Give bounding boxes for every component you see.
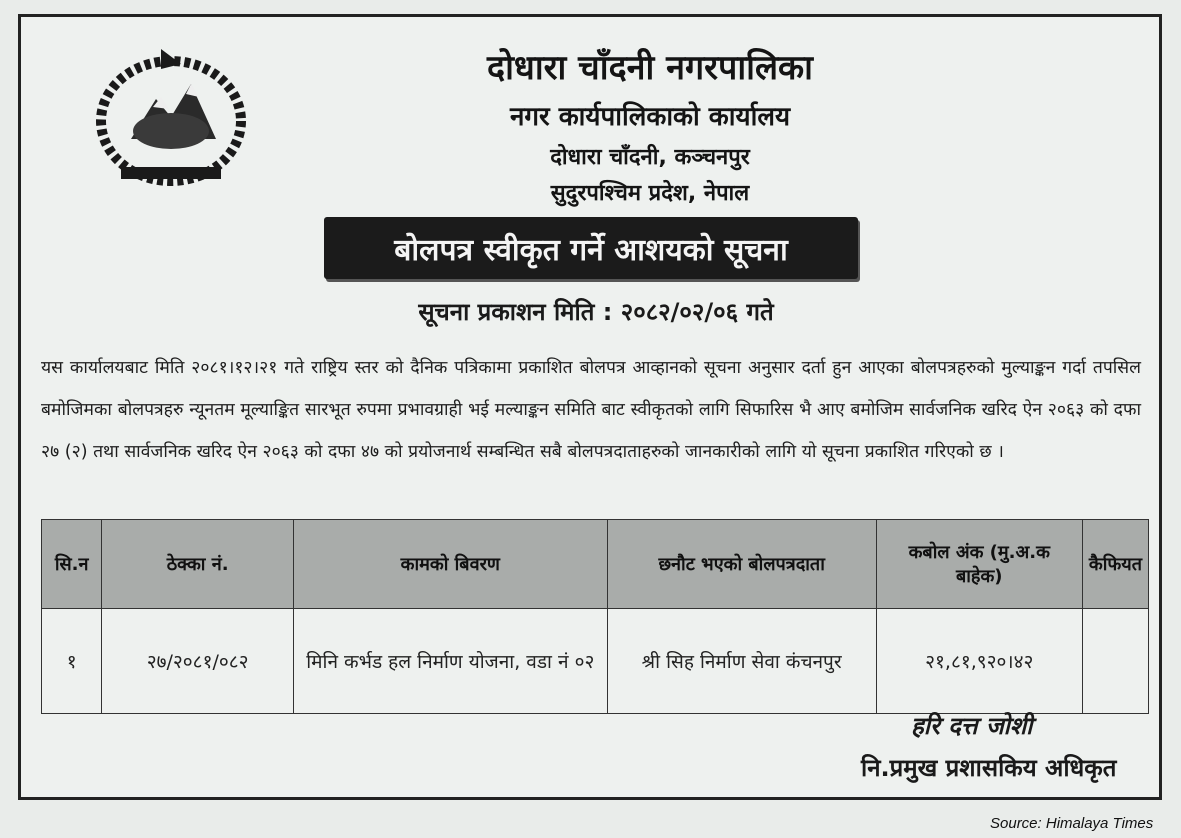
table-header-row: [42, 520, 1149, 609]
source-credit: Source: Himalaya Times: [990, 815, 1154, 832]
col-bid-amount: कबोल अंक (मु.अ.क बाहेक): [876, 520, 1082, 609]
signatory-name: हरि दत्त जोशी: [911, 712, 1033, 740]
cell-contract-no: २७/२०८१/०८२: [102, 609, 294, 714]
cell-bid-amount: २१,८१,९२०।४२: [876, 609, 1082, 714]
award-table: [41, 519, 1149, 714]
notice-body: यस कार्यालयबाट मिति २०८१।१२।२१ गते राष्ट्रिय स्तर को दैनिक पत्रिकामा प्रकाशित बोलपत्र आव्हानको सूचना अनुसार दर्ता हुन आएका बोलपत्रहरुको मुल्याङ्कन गर्दा तपसिल बमोजिमका बोलपत्रहरु न्यूनतम मूल्याङ्कित सारभूत रुपमा प्रभावग्राही भई मल्याङ्कन समिति बाट स्वीकृतको लागि सिफारिस भै आए बमोजिम सार्वजनिक खरिद ऐन २०६३ को दफा २७ (२) तथा सार्वजनिक खरिद ऐन २०६३ को दफा ४७ को प्रयोजनार्थ सम्बन्धित सबै बोलपत्रदाताहरुको जानकारीको लागि यो सूचना प्रकाशित गरिएको छ ।: [41, 358, 1141, 462]
address-line: दोधारा चाँदनी, कञ्चनपुर: [550, 145, 750, 170]
notice-page: [18, 14, 1162, 800]
col-work-description: कामको बिवरण: [293, 520, 607, 609]
cell-work-description: मिनि कर्भड हल निर्माण योजना, वडा नं ०२: [293, 609, 607, 714]
office-title: नगर कार्यपालिकाको कार्यालय: [509, 102, 791, 132]
cell-remarks: [1082, 609, 1148, 714]
cell-serial: १: [42, 609, 102, 714]
publication-date: सूचना प्रकाशन मिति : २०८२/०२/०६ गते: [418, 298, 774, 326]
col-remarks: कैफियत: [1082, 520, 1148, 609]
col-contract-no: ठेक्का नं.: [102, 520, 294, 609]
cell-selected-bidder: श्री सिह निर्माण सेवा कंचनपुर: [607, 609, 876, 714]
notice-title-banner: [324, 217, 858, 279]
notice-title: बोलपत्र स्वीकृत गर्ने आशयको सूचना: [394, 232, 788, 268]
province-line: सुदुरपश्चिम प्रदेश, नेपाल: [550, 181, 750, 206]
table-row: [42, 609, 1149, 714]
municipality-title: दोधारा चाँदनी नगरपालिका: [487, 48, 813, 88]
signatory-designation: नि.प्रमुख प्रशासकिय अधिकृत: [861, 754, 1117, 782]
col-selected-bidder: छनौट भएको बोलपत्रदाता: [607, 520, 876, 609]
col-serial: सि.न: [42, 520, 102, 609]
